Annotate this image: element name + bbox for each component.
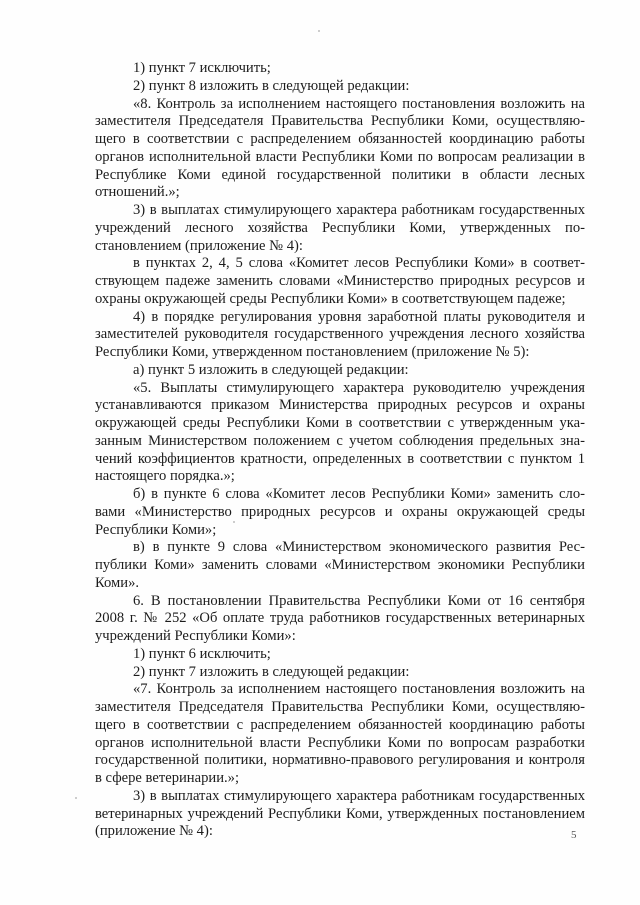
scan-speck <box>318 30 320 32</box>
paragraph-14: «7. Контроль за исполнением настоящего постановления возложить на заместителя Председателя Правительства Республики Коми, осуществляющего в соответствии с распределением обязанностей координацию работы органов исполнительной власти Республики Коми по вопросам разработки государственной политики, нормативно-правового регулирования и контроля в сфере ветеринарии.»; <box>95 681 585 786</box>
paragraph-5: в пунктах 2, 4, 5 слова «Комитет лесов Республики Коми» в соответствующем падеже заменить словами «Министерство природных ресурсов и охраны окружающей среды Республики Коми» в соответствующем падеже; <box>95 255 585 307</box>
paragraph-15: 3) в выплатах стимулирующего характера работникам государственных ветеринарных учреждений Республики Коми, утвержденных постановлением (приложение № 4): <box>95 787 585 840</box>
paragraph-12: 1) пункт 6 исключить; <box>133 645 271 662</box>
paragraph-13: 2) пункт 7 изложить в следующей редакции: <box>133 663 410 680</box>
paragraph-4: 3) в выплатах стимулирующего характера работникам государственных учреждений лесного хозяйства Республики Коми, утвержденных постановлением (приложение № 4): <box>95 202 585 254</box>
paragraph-9: б) в пункте 6 слова «Комитет лесов Республики Коми» заменить словами «Министерство природных ресурсов и охраны окружающей среды Республики Коми»; <box>95 486 585 538</box>
paragraph-11: 6. В постановлении Правительства Республики Коми от 16 сентября 2008 г. № 252 «Об оплате труда работников государственных ветеринарных учреждений Республики Коми»: <box>95 592 585 644</box>
paragraph-7: а) пункт 5 изложить в следующей редакции: <box>133 361 409 378</box>
page-number: 5 <box>571 829 577 841</box>
paragraph-8: «5. Выплаты стимулирующего характера руководителю учреждения устанавливаются приказом Министерства природных ресурсов и охраны окружающей среды Республики Коми в соответствии с утвержденным указанным Министерством положением с учетом соблюдения предельных значений коэффициентов кратности, определенных в соответствии с пунктом 1 настоящего порядка.»; <box>95 379 585 485</box>
paragraph-1: 1) пункт 7 исключить; <box>133 60 271 76</box>
document-body <box>95 60 585 841</box>
scan-speck <box>233 521 235 523</box>
paragraph-6: 4) в порядке регулирования уровня заработной платы руководителя и заместителей руководителя государственного учреждения лесного хозяйства Республики Коми, утвержденном постановлением (приложение № 5): <box>95 308 585 360</box>
paragraph-2: 2) пункт 8 изложить в следующей редакции: <box>133 77 410 94</box>
paragraph-3: «8. Контроль за исполнением настоящего постановления возложить на заместителя Председателя Правительства Республики Коми, осуществляющего в соответствии с распределением обязанностей координацию работы органов исполнительной власти Республики Коми по вопросам реализации в Республике Коми единой государственной политики в области лесных отношений.»; <box>95 95 585 201</box>
paragraph-10: в) в пункте 9 слова «Министерством экономического развития Республики Коми» заменить словами «Министерством экономики Республики Коми». <box>95 539 585 591</box>
scan-speck <box>75 797 77 799</box>
